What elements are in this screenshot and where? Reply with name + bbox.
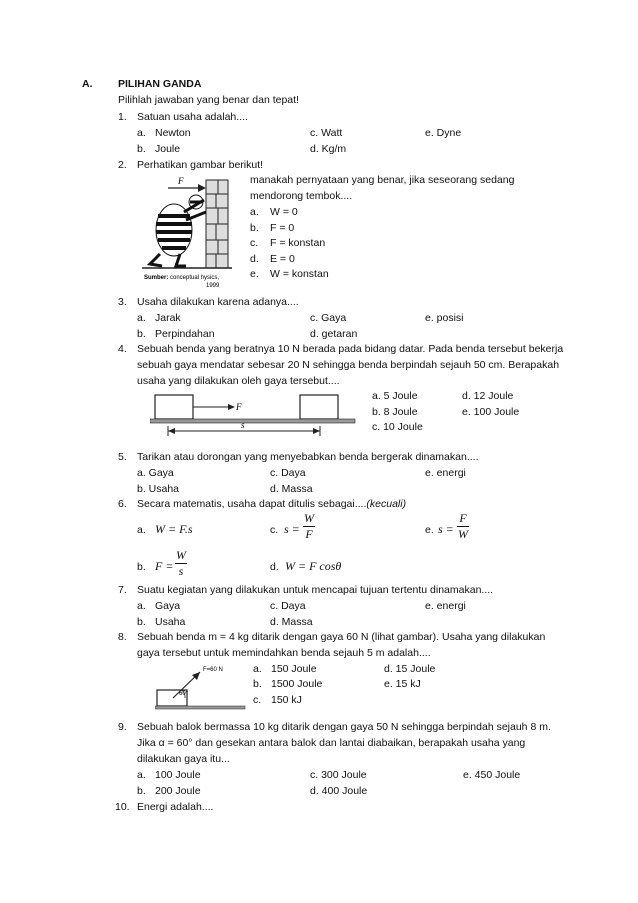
- q4-figure-displacement: [150, 393, 360, 441]
- q3-text: Usaha dilakukan karena adanya....: [137, 296, 299, 308]
- q6-option-e-denominator: W: [458, 527, 468, 541]
- q5-option-c: c. Daya: [270, 467, 306, 479]
- q1-option-b: Joule: [155, 143, 181, 155]
- q2-source-label: Sumber:: [144, 275, 169, 281]
- q2-option-b: F = 0: [270, 222, 295, 234]
- q3-option-b: Perpindahan: [155, 328, 215, 340]
- q6-option-c-key: c.: [270, 524, 279, 536]
- q6-option-b-numerator: W: [176, 548, 186, 562]
- q1-number: 1.: [118, 111, 127, 123]
- q6-text-italic: (kecuali): [366, 498, 407, 510]
- q5-text: Tarikan atau dorongan yang menyebabkan benda bergerak dinamakan....: [137, 451, 479, 463]
- q4-number: 4.: [118, 343, 127, 355]
- q2-option-e: W = konstan: [270, 268, 329, 280]
- q1-option-d: d. Kg/m: [310, 143, 347, 155]
- q2-source-text: conceptual hysics,: [170, 275, 220, 281]
- q6-text-main: Secara matematis, usaha dapat ditulis sebagai....: [137, 498, 367, 510]
- q8-line2: gaya tersebut untuk memindahkan benda sejauh 5 m adalah....: [137, 647, 431, 659]
- q9-line3: dilakukan gaya itu...: [137, 753, 230, 765]
- q7-option-b: Usaha: [155, 616, 186, 628]
- q9-option-a-key: a.: [137, 769, 146, 781]
- q6-option-c-denominator: F: [305, 527, 313, 541]
- q7-option-a: Gaya: [155, 600, 181, 612]
- q9-option-e: e. 450 Joule: [463, 769, 521, 781]
- q3-option-c: c. Gaya: [310, 312, 347, 324]
- section-letter: A.: [82, 78, 93, 90]
- q7-number: 7.: [118, 584, 127, 596]
- q2-option-a: W = 0: [270, 206, 298, 218]
- q6-option-c-fraction: [303, 512, 315, 541]
- q6-number: 6.: [118, 498, 127, 510]
- q6-option-c-numerator: W: [304, 511, 314, 525]
- q8-number: 8.: [118, 631, 127, 643]
- q8-option-e: e. 15 kJ: [384, 678, 421, 690]
- q9-option-b: 200 Joule: [155, 785, 201, 797]
- q6-option-b-key: b.: [137, 561, 146, 573]
- q4-option-c: c. 10 Joule: [372, 421, 423, 433]
- q2-option-a-key: a.: [250, 206, 259, 218]
- q1-option-e: e. Dyne: [425, 127, 462, 139]
- q1-option-b-key: b.: [137, 143, 146, 155]
- q9-line1: Sebuah balok bermassa 10 kg ditarik dengan gaya 50 N sehingga berpindah sejauh 8 m.: [137, 721, 551, 733]
- q6-option-e-key: e.: [425, 524, 434, 536]
- q1-text: Satuan usaha adalah....: [137, 111, 248, 123]
- q6-option-e-fraction: [457, 512, 469, 541]
- q7-option-b-key: b.: [137, 616, 146, 628]
- q8-option-c: 150 kJ: [271, 694, 302, 706]
- q2-number: 2.: [118, 159, 127, 171]
- q6-option-d-formula: W = F cosθ: [285, 559, 342, 573]
- q3-option-a: Jarak: [155, 312, 181, 324]
- q6-option-d-key: d.: [270, 561, 279, 573]
- q2-option-c-key: c.: [250, 237, 259, 249]
- q5-option-b: b. Usaha: [137, 483, 180, 495]
- q8-option-b: 1500 Joule: [271, 678, 323, 690]
- q8-option-a: 150 Joule: [271, 663, 317, 675]
- q2-option-e-key: e.: [250, 268, 259, 280]
- q7-option-d: d. Massa: [270, 616, 313, 628]
- q6-option-e-numerator: F: [459, 511, 467, 525]
- q7-text: Suatu kegiatan yang dilakukan untuk mencapai tujuan tertentu dinamakan....: [137, 584, 494, 596]
- q9-line2: Jika α = 60° dan gesekan antara balok dan lantai diabaikan, berapakah usaha yang: [137, 737, 526, 749]
- q2-figure-pushing-wall: [140, 172, 240, 290]
- q8-option-a-key: a.: [253, 663, 262, 675]
- q3-number: 3.: [118, 296, 127, 308]
- q3-option-a-key: a.: [137, 312, 146, 324]
- q5-option-a: a. Gaya: [137, 467, 174, 479]
- q7-option-c: c. Daya: [270, 600, 306, 612]
- q9-number: 9.: [118, 721, 127, 733]
- q4-distance-label: s: [241, 420, 245, 430]
- q1-option-a-key: a.: [137, 127, 146, 139]
- q3-option-d: d. getaran: [310, 328, 358, 340]
- q6-text: [137, 498, 406, 511]
- q2-question-line1: manakah pernyataan yang benar, jika seseorang sedang: [250, 174, 515, 186]
- q8-force-label: F=60 N: [203, 667, 223, 673]
- q4-line2: sebuah gaya mendatar sebesar 20 N sehingga benda berpindah sejauh 50 cm. Berapakah: [137, 359, 560, 371]
- q6-option-a-formula: W = F.s: [155, 522, 193, 536]
- q10-text: Energi adalah....: [137, 801, 214, 813]
- section-instruction: Pilihlah jawaban yang benar dan tepat!: [118, 94, 299, 106]
- q2-option-b-key: b.: [250, 222, 259, 234]
- q6-option-b-lhs: F =: [155, 559, 174, 573]
- q4-option-a: a. 5 Joule: [372, 390, 418, 402]
- q1-option-a: Newton: [155, 127, 191, 139]
- q8-angle-label: 60°: [179, 691, 189, 697]
- q4-line3: usaha yang dilakukan oleh gaya tersebut....: [137, 375, 340, 387]
- section-title: PILIHAN GANDA: [118, 78, 202, 90]
- q8-option-b-key: b.: [253, 678, 262, 690]
- q2-force-label: F: [178, 176, 184, 186]
- q6-option-b-fraction: [175, 549, 187, 578]
- q6-option-b-denominator: s: [178, 564, 184, 578]
- q4-option-b: b. 8 Joule: [372, 406, 418, 418]
- q9-option-d: d. 400 Joule: [310, 785, 368, 797]
- q10-number: 10.: [115, 801, 130, 813]
- q1-option-c: c. Watt: [310, 127, 343, 139]
- q8-figure-angled-force: [155, 660, 250, 710]
- q6-option-a-key: a.: [137, 524, 146, 536]
- q3-option-b-key: b.: [137, 328, 146, 340]
- q5-option-d: d. Massa: [270, 483, 313, 495]
- q7-option-a-key: a.: [137, 600, 146, 612]
- q8-option-c-key: c.: [253, 694, 262, 706]
- q4-option-d: d. 12 Joule: [462, 390, 514, 402]
- q2-option-d: E = 0: [270, 253, 295, 265]
- q9-option-a: 100 Joule: [155, 769, 201, 781]
- q2-question-line2: mendorong tembok....: [250, 190, 353, 202]
- q4-force-label: F: [236, 402, 242, 412]
- q8-option-d: d. 15 Joule: [384, 663, 436, 675]
- q2-source-year: 1999: [206, 283, 220, 289]
- q4-line1: Sebuah benda yang beratnya 10 N berada pada bidang datar. Pada benda tersebut bekerja: [137, 343, 564, 355]
- q2-option-d-key: d.: [250, 253, 259, 265]
- q5-option-e: e. energi: [425, 467, 466, 479]
- q4-option-e: e. 100 Joule: [462, 406, 520, 418]
- q6-option-c-lhs: s =: [284, 522, 300, 536]
- q8-line1: Sebuah benda m = 4 kg ditarik dengan gaya 60 N (lihat gambar). Usaha yang dilakukan: [137, 631, 546, 643]
- q9-option-c: c. 300 Joule: [310, 769, 367, 781]
- q3-option-e: e. posisi: [425, 312, 464, 324]
- q6-option-e-lhs: s =: [438, 522, 454, 536]
- q7-option-e: e. energi: [425, 600, 466, 612]
- q2-option-c: F = konstan: [270, 237, 326, 249]
- q2-text: Perhatikan gambar berikut!: [137, 159, 264, 171]
- q5-number: 5.: [118, 451, 127, 463]
- q9-option-b-key: b.: [137, 785, 146, 797]
